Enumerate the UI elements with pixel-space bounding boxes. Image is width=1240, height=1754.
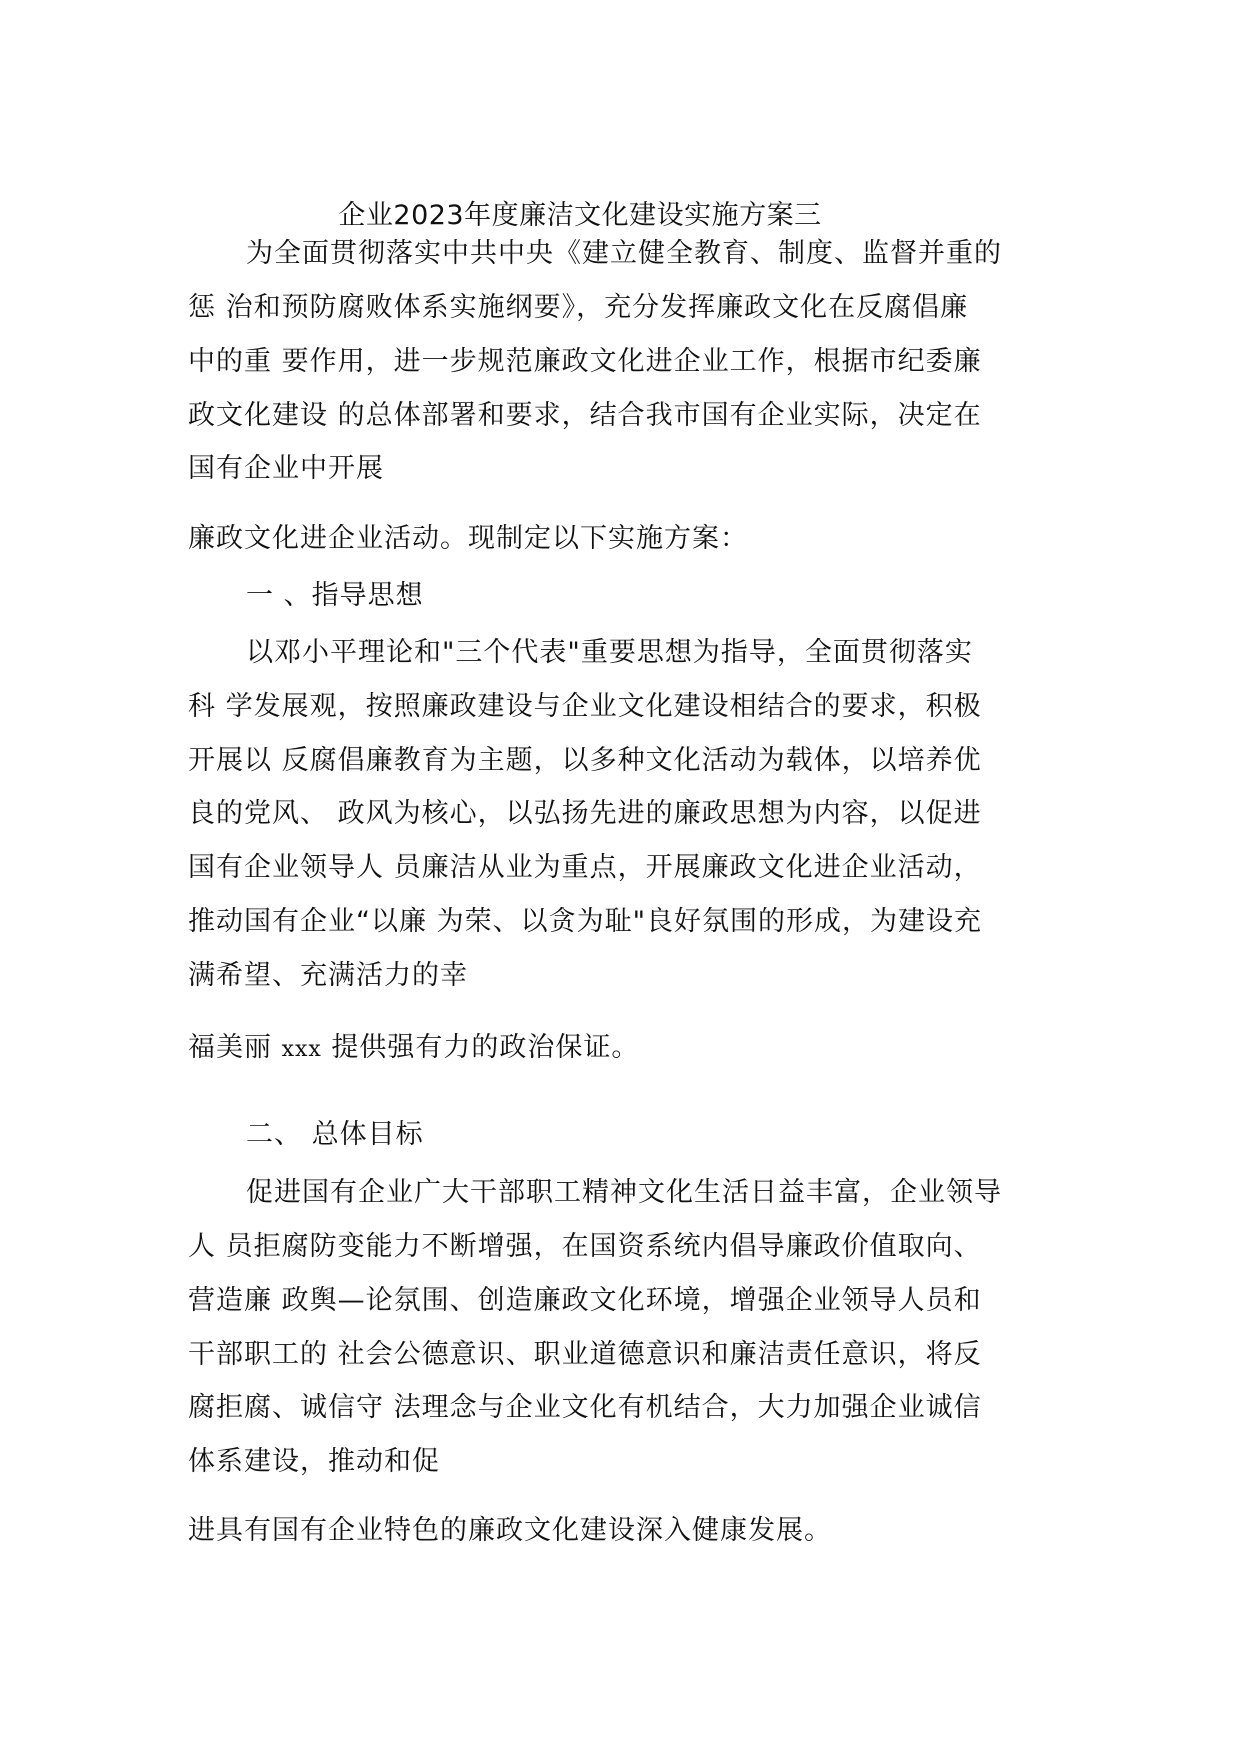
- last-line-suffix: 提供强有力的政治保证。: [321, 1032, 640, 1063]
- section-2-line-5: 腐拒腐、诚信守 法理念与企业文化有机结合，大力加强企业诚信: [188, 1392, 982, 1423]
- intro-line-5: 国有企业中开展: [188, 453, 384, 484]
- section-1-line-7: 满希望、充满活力的幸: [188, 960, 468, 991]
- document-title: 企业2023年度廉洁文化建设实施方案三: [338, 200, 822, 231]
- intro-line-4: 政文化建设 的总体部署和要求，结合我市国有企业实际，决定在: [188, 400, 982, 431]
- intro-line-2: 惩 治和预防腐败体系实施纲要》，充分发挥廉政文化在反腐倡廉: [188, 292, 969, 323]
- section-2-line-3: 营造廉 政舆—论氛围、创造廉政文化环境，增强企业领导人员和: [188, 1285, 982, 1316]
- section-1-line-4: 良的党风、 政风为核心，以弘扬先进的廉政思想为内容，以促进: [188, 798, 982, 829]
- section-1-last-line: [188, 1030, 639, 1068]
- section-2-line-1: 促进国有企业广大干部职工精神文化生活日益丰富，企业领导: [246, 1177, 1002, 1208]
- section-1-heading: 一 、指导思想: [246, 580, 424, 611]
- last-line-placeholder: xxx: [281, 1037, 322, 1062]
- section-1-line-2: 科 学发展观，按照廉政建设与企业文化建设相结合的要求，积极: [188, 691, 982, 722]
- intro-line-1: 为全面贯彻落实中共中央《建立健全教育、制度、监督并重的: [246, 238, 1002, 269]
- section-1-line-6: 推动国有企业“以廉 为荣、以贪为耻"良好氛围的形成，为建设充: [188, 906, 982, 937]
- section-2-heading: 二、 总体目标: [246, 1119, 424, 1150]
- section-1-line-1: 以邓小平理论和"三个代表"重要思想为指导，全面贯彻落实: [246, 637, 973, 668]
- section-2-line-7: 进具有国有企业特色的廉政文化建设深入健康发展。: [188, 1515, 832, 1546]
- intro-line-6: 廉政文化进企业活动。现制定以下实施方案：: [188, 523, 748, 554]
- section-1-line-5: 国有企业领导人 员廉洁从业为重点，开展廉政文化进企业活动，: [188, 852, 982, 883]
- section-2-line-4: 干部职工的 社会公德意识、职业道德意识和廉洁责任意识，将反: [188, 1339, 982, 1370]
- section-1-line-3: 开展以 反腐倡廉教育为主题，以多种文化活动为载体，以培养优: [188, 745, 982, 776]
- section-2-line-6: 体系建设，推动和促: [188, 1446, 440, 1477]
- section-2-line-2: 人 员拒腐防变能力不断增强，在国资系统内倡导廉政价值取向、: [188, 1231, 982, 1262]
- last-line-prefix: 福美丽: [188, 1032, 282, 1063]
- intro-line-3: 中的重 要作用，进一步规范廉政文化进企业工作，根据市纪委廉: [188, 346, 982, 377]
